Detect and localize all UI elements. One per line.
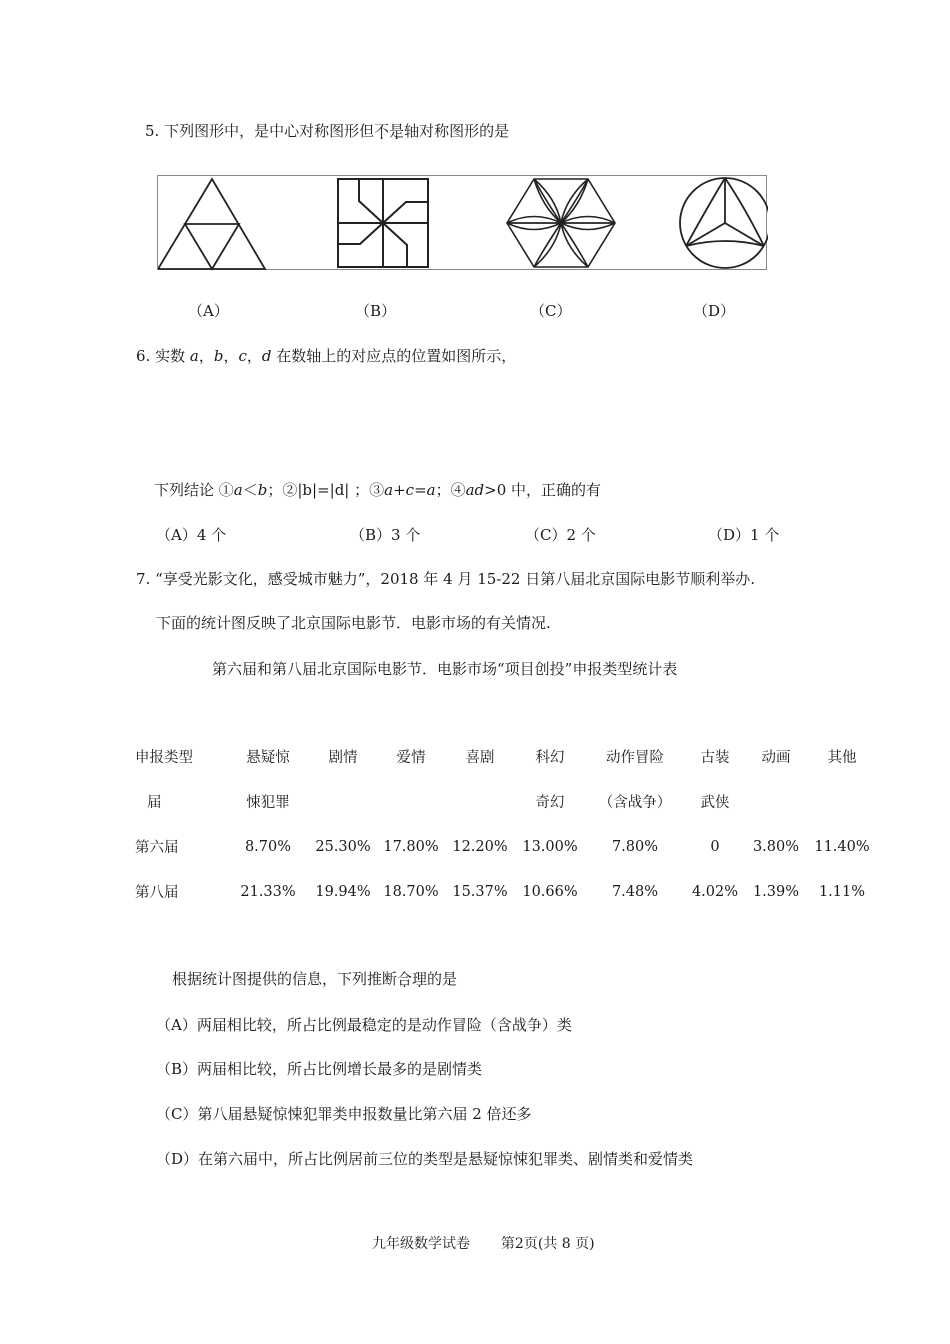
- q6-c1-op: ＜: [242, 481, 258, 499]
- table-header-cell: （含战争）: [598, 795, 672, 811]
- table-cell: 7.48%: [611, 883, 659, 900]
- table-header-cell: 剧情: [328, 750, 358, 766]
- q5-stem-b: 轴对称图形的是: [404, 122, 510, 140]
- q5-stem: [145, 120, 509, 141]
- q7-option-c: （C）第八届悬疑惊悚犯罪类申报数量比第六届 2 倍还多: [156, 1105, 532, 1123]
- q6-c1-b: b: [257, 481, 268, 499]
- table-header-cell: 届: [147, 795, 162, 811]
- q6-conclusions: [154, 479, 601, 500]
- footer-subject: 九年级数学试卷: [372, 1236, 470, 1252]
- table-header-cell: 科幻: [535, 750, 565, 766]
- table-cell: 第八届: [135, 885, 179, 901]
- table-header-cell: [377, 779, 445, 824]
- q6-stem-rest: 在数轴上的对应点的位置如图所示，: [271, 347, 517, 365]
- table-header-cell: 古装: [700, 750, 730, 766]
- q5-emph-1: 不: [374, 122, 390, 140]
- table-header-cell: 奇幻: [535, 795, 565, 811]
- q7-option-a: （A）两届相比较，所占比例最稳定的是动作冒险（含战争）类: [156, 1016, 572, 1034]
- table-header-cell: 动画: [761, 750, 791, 766]
- q6-c4-post: >0 中，正确的有: [484, 481, 602, 499]
- table-header-cell: 武侠: [700, 795, 730, 811]
- q5-option-c: （C）: [530, 302, 572, 320]
- figure-d-circle-blades: [680, 178, 768, 268]
- q6-sep: ，: [246, 347, 262, 365]
- table-cell: 1.39%: [752, 883, 800, 900]
- q6-var-a: a: [189, 347, 199, 365]
- q7-line1: 7. “享受光影文化，感受城市魅力”，2018 年 4 月 15-22 日第八届北京国际电影节顺利举办.: [136, 570, 755, 588]
- q6-var-d: d: [261, 347, 272, 365]
- q6-option-a: （A）4 个: [156, 526, 227, 544]
- table-header-cell: [807, 779, 877, 824]
- table-header-cell: 喜剧: [465, 750, 495, 766]
- q5-option-a: （A）: [188, 302, 229, 320]
- table-cell: 3.80%: [752, 838, 800, 855]
- q6-c4-v: ad: [465, 481, 485, 499]
- q5-option-b: （B）: [355, 302, 397, 320]
- table-header-cell: [445, 779, 515, 824]
- table-row-6th: [135, 824, 877, 869]
- table-cell: 25.30%: [315, 838, 371, 855]
- table-cell: 15.37%: [452, 883, 508, 900]
- table-cell: 7.80%: [611, 838, 659, 855]
- q6-sep: ，: [223, 347, 239, 365]
- q7-option-b: （B）两届相比较，所占比例增长最多的是剧情类: [156, 1060, 483, 1078]
- q6-conclusions-lead: 下列结论 ①: [154, 481, 234, 499]
- q7-table-title: 第六届和第八届北京国际电影节．电影市场“项目创投”申报类型统计表: [212, 660, 678, 678]
- q6-c3-c: c: [405, 481, 415, 499]
- q6-c2: ；②|b|=|d| ；③: [267, 481, 385, 499]
- q7-emph-1: 合: [397, 970, 413, 988]
- figure-c-hexagon-flower: [507, 179, 615, 267]
- table-cell: 4.02%: [691, 883, 739, 900]
- table-cell: 18.70%: [383, 883, 439, 900]
- q7-option-d: （D）在第六届中，所占比例居前三位的类型是悬疑惊悚犯罪类、剧情类和爱情类: [156, 1150, 694, 1168]
- figure-b-pinwheel: [338, 179, 428, 267]
- table-cell: 12.20%: [452, 838, 508, 855]
- q6-c1-a: a: [233, 481, 243, 499]
- q6-var-c: c: [238, 347, 247, 365]
- q5-figure-strip: [157, 175, 767, 270]
- table-header-row-1: [135, 734, 877, 779]
- table-cell: 0: [710, 838, 720, 855]
- q6-sep: ，: [198, 347, 214, 365]
- q6-option-b: （B）3 个: [350, 526, 421, 544]
- q7-line2: 下面的统计图反映了北京国际电影节．电影市场的有关情况.: [156, 614, 551, 632]
- table-header-row-2: [135, 779, 877, 824]
- table-cell: 1.11%: [818, 883, 866, 900]
- table-header-cell: [309, 779, 377, 824]
- q5-emph-2: 是: [389, 122, 405, 140]
- page-footer: [372, 1233, 595, 1253]
- table-header-cell: 动作冒险: [606, 750, 664, 766]
- table-header-cell: 其他: [827, 750, 857, 766]
- table-header-cell: 悚犯罪: [246, 795, 290, 811]
- table-cell: 19.94%: [315, 883, 371, 900]
- table-cell: 21.33%: [240, 883, 296, 900]
- q7-infer-a: 根据统计图提供的信息，下列推断: [172, 970, 398, 988]
- q6-c3-op: +: [393, 481, 406, 499]
- table-header-cell: 悬疑惊: [246, 750, 290, 766]
- table-row-8th: [135, 869, 877, 914]
- table-cell: 第六届: [135, 840, 179, 856]
- q6-c3-eq: =: [414, 481, 427, 499]
- q7-infer-b: 的是: [427, 970, 458, 988]
- q5-stem-a: 5. 下列图形中，是中心对称图形但: [145, 122, 375, 140]
- q7-stat-table: [135, 734, 877, 914]
- q6-option-d: （D）1 个: [708, 526, 780, 544]
- q6-number: 6. 实数: [136, 347, 190, 365]
- q6-stem: [136, 345, 516, 366]
- figure-a-triangle: [158, 179, 265, 269]
- table-header-cell: 申报类型: [135, 750, 193, 766]
- table-cell: 13.00%: [522, 838, 578, 855]
- q6-c3-r: a: [426, 481, 436, 499]
- footer-page-number: 第2页(共 8 页): [500, 1236, 595, 1252]
- table-cell: 11.40%: [814, 838, 870, 855]
- q6-c4-pre: ；④: [435, 481, 466, 499]
- table-header-cell: [745, 779, 807, 824]
- table-cell: 8.70%: [244, 838, 292, 855]
- table-header-cell: 爱情: [396, 750, 426, 766]
- q7-emph-2: 理: [412, 970, 428, 988]
- q5-option-d: （D）: [693, 302, 736, 320]
- q6-option-c: （C）2 个: [525, 526, 596, 544]
- q6-var-b: b: [213, 347, 224, 365]
- table-cell: 17.80%: [383, 838, 439, 855]
- table-cell: 10.66%: [522, 883, 578, 900]
- q7-inference-stem: [172, 968, 457, 989]
- q6-c3-a: a: [384, 481, 394, 499]
